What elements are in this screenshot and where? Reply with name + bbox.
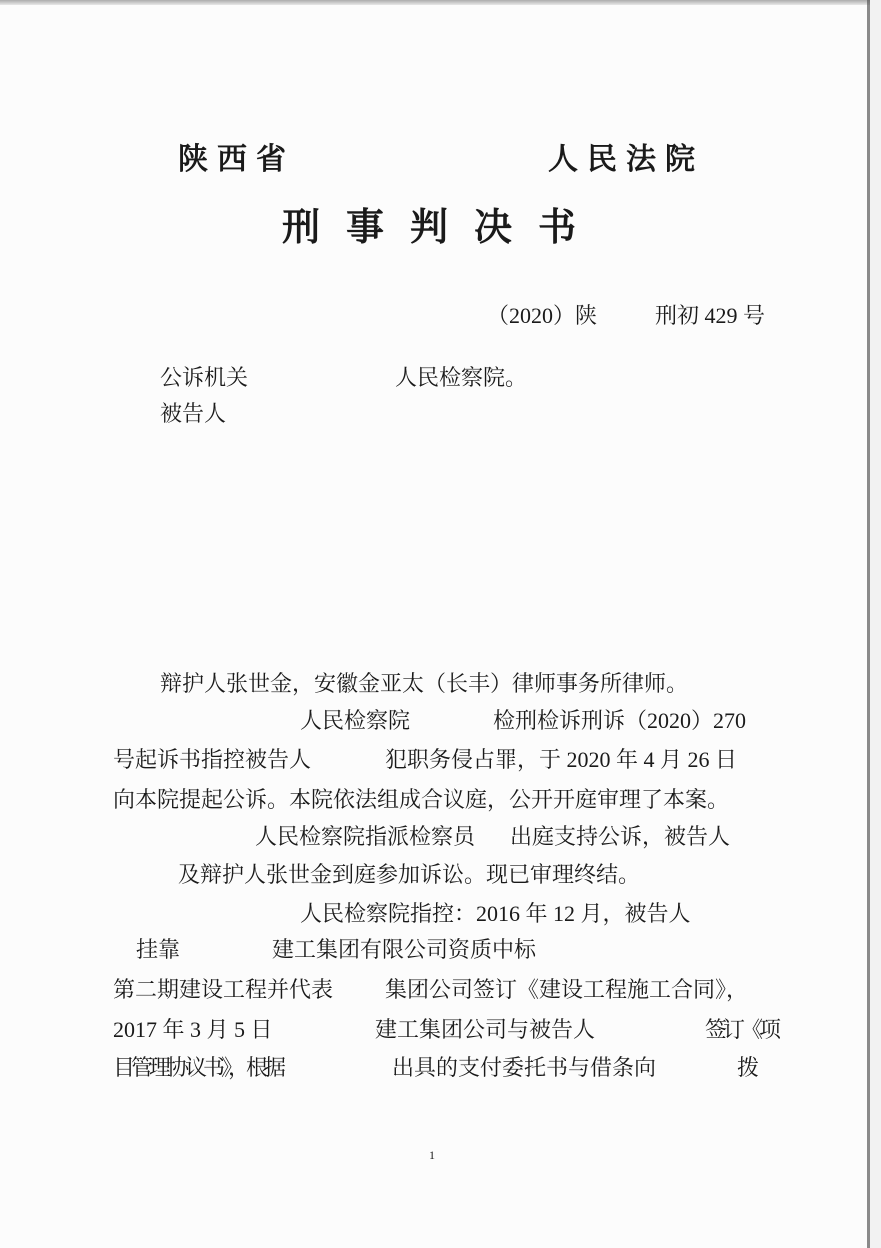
- body-line-segment: 建工集团公司与被告人: [375, 1017, 596, 1042]
- body-line-segment: 目管理协议书》，根据: [113, 1055, 283, 1080]
- scan-margin-right: [870, 0, 881, 1248]
- header-province: 陕西省: [178, 143, 295, 176]
- body-line-segment: 检刑检诉刑诉（2020）270: [493, 708, 747, 733]
- body-line-segment: 集团公司签订《建设工程施工合同》，: [385, 977, 749, 1002]
- prosecutor-label: 公诉机关: [160, 365, 249, 390]
- case-number-suffix: 刑初 429 号: [655, 303, 766, 328]
- scan-edge-right: [867, 0, 870, 1248]
- body-line-segment: 建工集团有限公司资质中标: [272, 937, 537, 962]
- body-line-segment: 挂靠: [136, 937, 181, 962]
- body-line-segment: 出庭支持公诉，被告人: [510, 824, 731, 849]
- body-line-segment: 签订《项: [705, 1017, 778, 1042]
- case-number-prefix: （2020）陕: [487, 303, 598, 328]
- defense-counsel: 辩护人张世金，安徽金亚太（长丰）律师事务所律师。: [160, 671, 689, 696]
- body-line-segment: 出具的支付委托书与借条向: [392, 1055, 657, 1080]
- body-line-segment: 拨: [737, 1055, 760, 1080]
- body-line-segment: 人民检察院指控：2016 年 12 月，被告人: [300, 901, 691, 926]
- body-line-segment: 犯职务侵占罪，于 2020 年 4 月 26 日: [385, 747, 738, 772]
- body-line-segment: 第二期建设工程并代表: [113, 977, 334, 1002]
- body-line-segment: 2017 年 3 月 5 日: [113, 1017, 273, 1042]
- defendant-label: 被告人: [160, 401, 227, 426]
- body-line-segment: 人民检察院指派检察员: [255, 824, 476, 849]
- body-line-segment: 及辩护人张世金到庭参加诉讼。现已审理终结。: [178, 862, 641, 887]
- page-number: 1: [429, 1148, 435, 1162]
- body-line-segment: 人民检察院: [300, 708, 411, 733]
- scan-edge-top: [0, 0, 881, 5]
- prosecutor-name: 人民检察院。: [395, 365, 528, 390]
- body-line-segment: 号起诉书指控被告人: [113, 747, 312, 772]
- header-court: 人民法院: [548, 143, 704, 176]
- document-title: 刑事判决书: [282, 207, 603, 249]
- body-line-segment: 向本院提起公诉。本院依法组成合议庭，公开开庭审理了本案。: [113, 787, 730, 812]
